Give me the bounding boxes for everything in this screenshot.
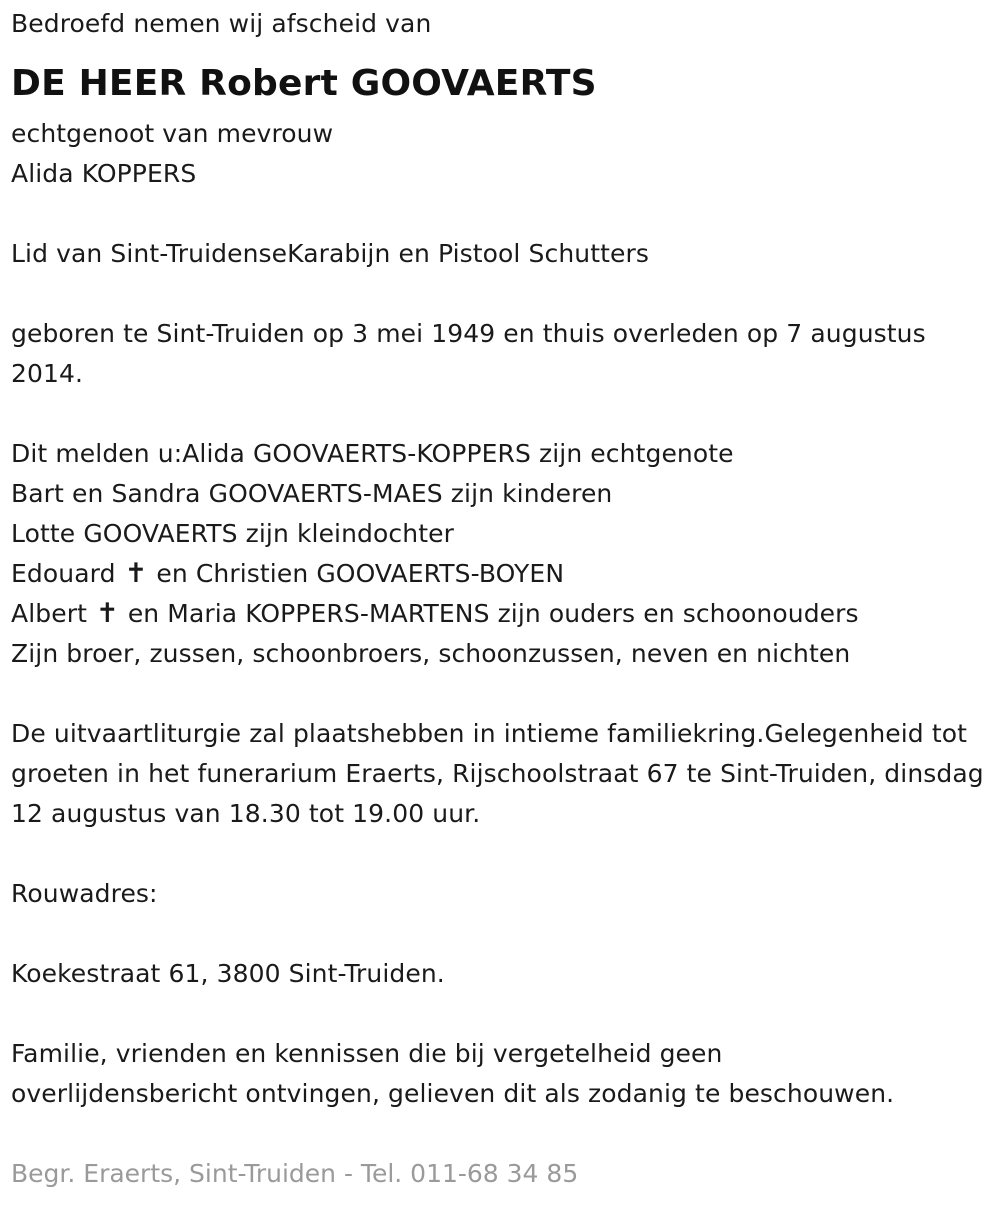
spacer <box>11 834 996 874</box>
family-line <box>11 594 996 634</box>
family-line: Bart en Sandra GOOVAERTS-MAES zijn kinderen <box>11 479 613 508</box>
cross-icon: ✝ <box>96 598 119 629</box>
spacer <box>11 1114 996 1154</box>
cross-icon: ✝ <box>124 558 148 589</box>
intro-text: Bedroefd nemen wij afscheid van <box>11 9 432 38</box>
obituary-notice <box>11 4 996 1194</box>
spouse-line: echtgenoot van mevrouw <box>11 119 334 148</box>
family-member-name: Albert <box>11 599 87 628</box>
funeral-text: De uitvaartliturgie zal plaatshebben in intieme familiekring.Gelegenheid tot groeten in het funerarium Eraerts, Rijschoolstraat 67 te Sint-Truiden, dinsdag 12 augustus van 18.30 tot 19.00 uur. <box>11 719 984 828</box>
family-line <box>11 554 996 594</box>
address-text: Koekestraat 61, 3800 Sint-Truiden. <box>11 959 445 988</box>
membership-text: Lid van Sint-TruidenseKarabijn en Pistool Schutters <box>11 239 650 268</box>
funeral-home-footer: Begr. Eraerts, Sint-Truiden - Tel. 011-68 34 85 <box>11 1159 579 1188</box>
spacer <box>11 394 996 434</box>
family-line: Lotte GOOVAERTS zijn kleindochter <box>11 519 454 548</box>
spacer <box>11 994 996 1034</box>
family-line: Zijn broer, zussen, schoonbroers, schoonzussen, neven en nichten <box>11 639 851 668</box>
spacer <box>11 274 996 314</box>
spacer <box>11 194 996 234</box>
family-member-name: Edouard <box>11 559 116 588</box>
birth-death-text: geboren te Sint-Truiden op 3 mei 1949 en thuis overleden op 7 augustus 2014. <box>11 319 926 388</box>
family-list <box>11 434 996 674</box>
spacer <box>11 914 996 954</box>
address-label: Rouwadres: <box>11 879 158 908</box>
closing-text: Familie, vrienden en kennissen die bij vergetelheid geen overlijdensbericht ontvingen, gelieven dit als zodanig te beschouwen. <box>11 1039 895 1108</box>
family-member-rest: en Maria KOPPERS-MARTENS zijn ouders en schoonouders <box>127 599 859 628</box>
spacer <box>11 674 996 714</box>
spouse-name: Alida KOPPERS <box>11 159 197 188</box>
family-member-rest: en Christien GOOVAERTS-BOYEN <box>156 559 565 588</box>
deceased-name: DE HEER Robert GOOVAERTS <box>11 63 597 104</box>
family-line: Dit melden u:Alida GOOVAERTS-KOPPERS zijn echtgenote <box>11 439 734 468</box>
